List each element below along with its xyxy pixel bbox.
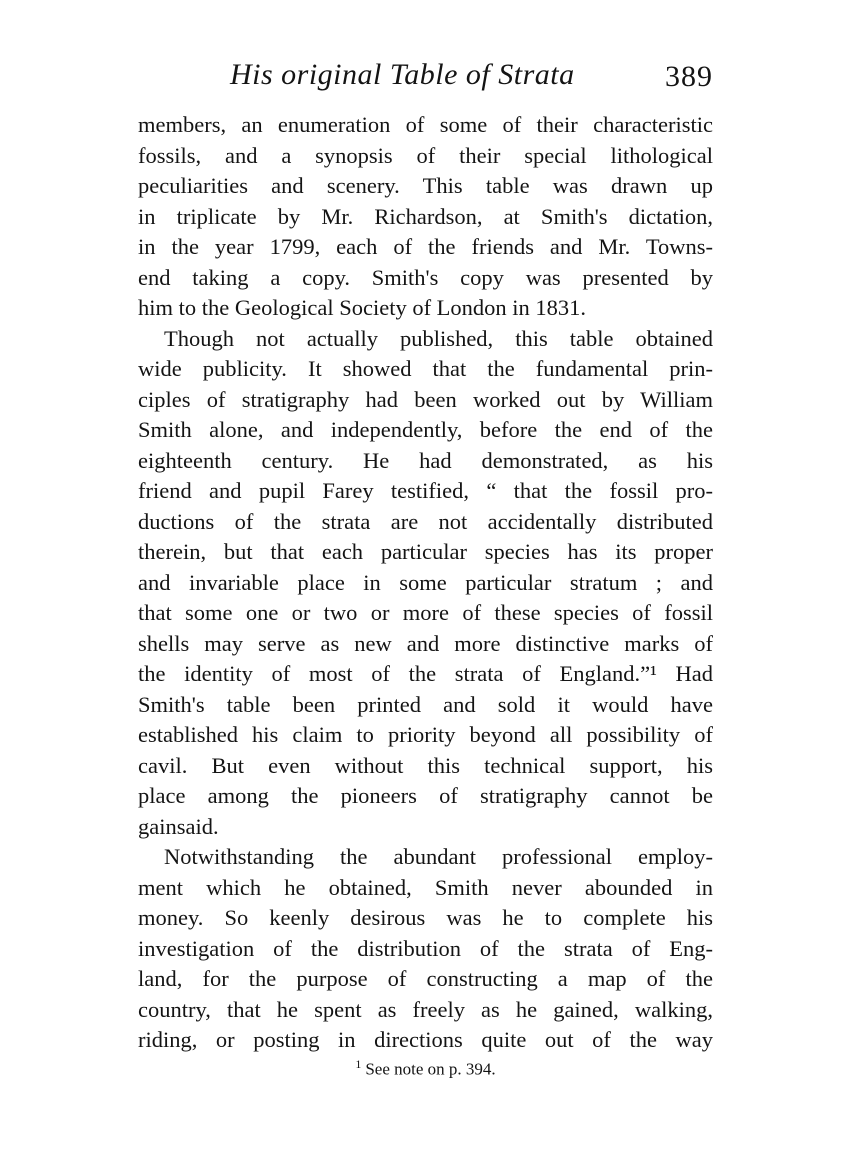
text-line: place among the pioneers of stratigraphy cannot be: [138, 783, 713, 808]
text-line: fossils, and a synopsis of their special lithological: [138, 142, 713, 168]
text-line: in the year 1799, each of the friends and Mr. Towns-: [138, 234, 713, 259]
body-text: [138, 110, 713, 1056]
page-number: 389: [665, 60, 713, 93]
text-line: wide publicity. It showed that the fundamental prin-: [138, 356, 713, 381]
footnote-text: See note on p. 394.: [365, 1059, 496, 1079]
text-line: riding, or posting in directions quite out of the way: [138, 1027, 713, 1052]
text-line: established his claim to priority beyond all possibility of: [138, 722, 713, 747]
text-line: him to the Geological Society of London in 1831.: [138, 295, 587, 320]
text-line: that some one or two or more of these species of fossil: [138, 600, 713, 625]
text-line: Smith's table been printed and sold it would have: [138, 691, 713, 717]
paragraph: [138, 842, 713, 1056]
paragraph: [138, 110, 713, 324]
running-head-title: His original Table of Strata: [230, 58, 575, 91]
text-line: ductions of the strata are not accidentally distributed: [138, 508, 713, 534]
footnote-marker: 1: [355, 1057, 362, 1071]
text-line: Smith alone, and independently, before the end of the: [138, 417, 713, 442]
text-line: country, that he spent as freely as he gained, walking,: [138, 996, 713, 1022]
text-line: Notwithstanding the abundant professional employ-: [164, 844, 713, 869]
text-line: cavil. But even without this technical support, his: [138, 752, 713, 778]
text-line: ment which he obtained, Smith never abounded in: [138, 874, 713, 900]
text-line: and invariable place in some particular stratum ; and: [138, 569, 713, 595]
text-line: members, an enumeration of some of their characteristic: [138, 112, 713, 137]
text-line: end taking a copy. Smith's copy was presented by: [138, 264, 713, 290]
text-line: peculiarities and scenery. This table was drawn up: [138, 173, 713, 198]
text-line: land, for the purpose of constructing a map of the: [138, 966, 713, 991]
text-line: eighteenth century. He had demonstrated, as his: [138, 447, 713, 473]
text-line: shells may serve as new and more distinctive marks of: [138, 630, 713, 656]
text-line: money. So keenly desirous was he to complete his: [138, 905, 713, 930]
text-line: ciples of stratigraphy had been worked out by William: [138, 386, 713, 412]
text-line: gainsaid.: [138, 813, 219, 839]
text-line: investigation of the distribution of the strata of Eng-: [138, 935, 713, 961]
paragraph: [138, 324, 713, 843]
text-line: therein, but that each particular species has its proper: [138, 539, 713, 564]
text-line: Though not actually published, this table obtained: [164, 325, 713, 351]
text-line: the identity of most of the strata of England.”¹ Had: [138, 661, 713, 686]
text-line: friend and pupil Farey testified, “ that the fossil pro-: [138, 478, 713, 503]
text-line: in triplicate by Mr. Richardson, at Smith's dictation,: [138, 203, 713, 229]
running-head: [138, 58, 713, 98]
footnote: [138, 1057, 713, 1080]
